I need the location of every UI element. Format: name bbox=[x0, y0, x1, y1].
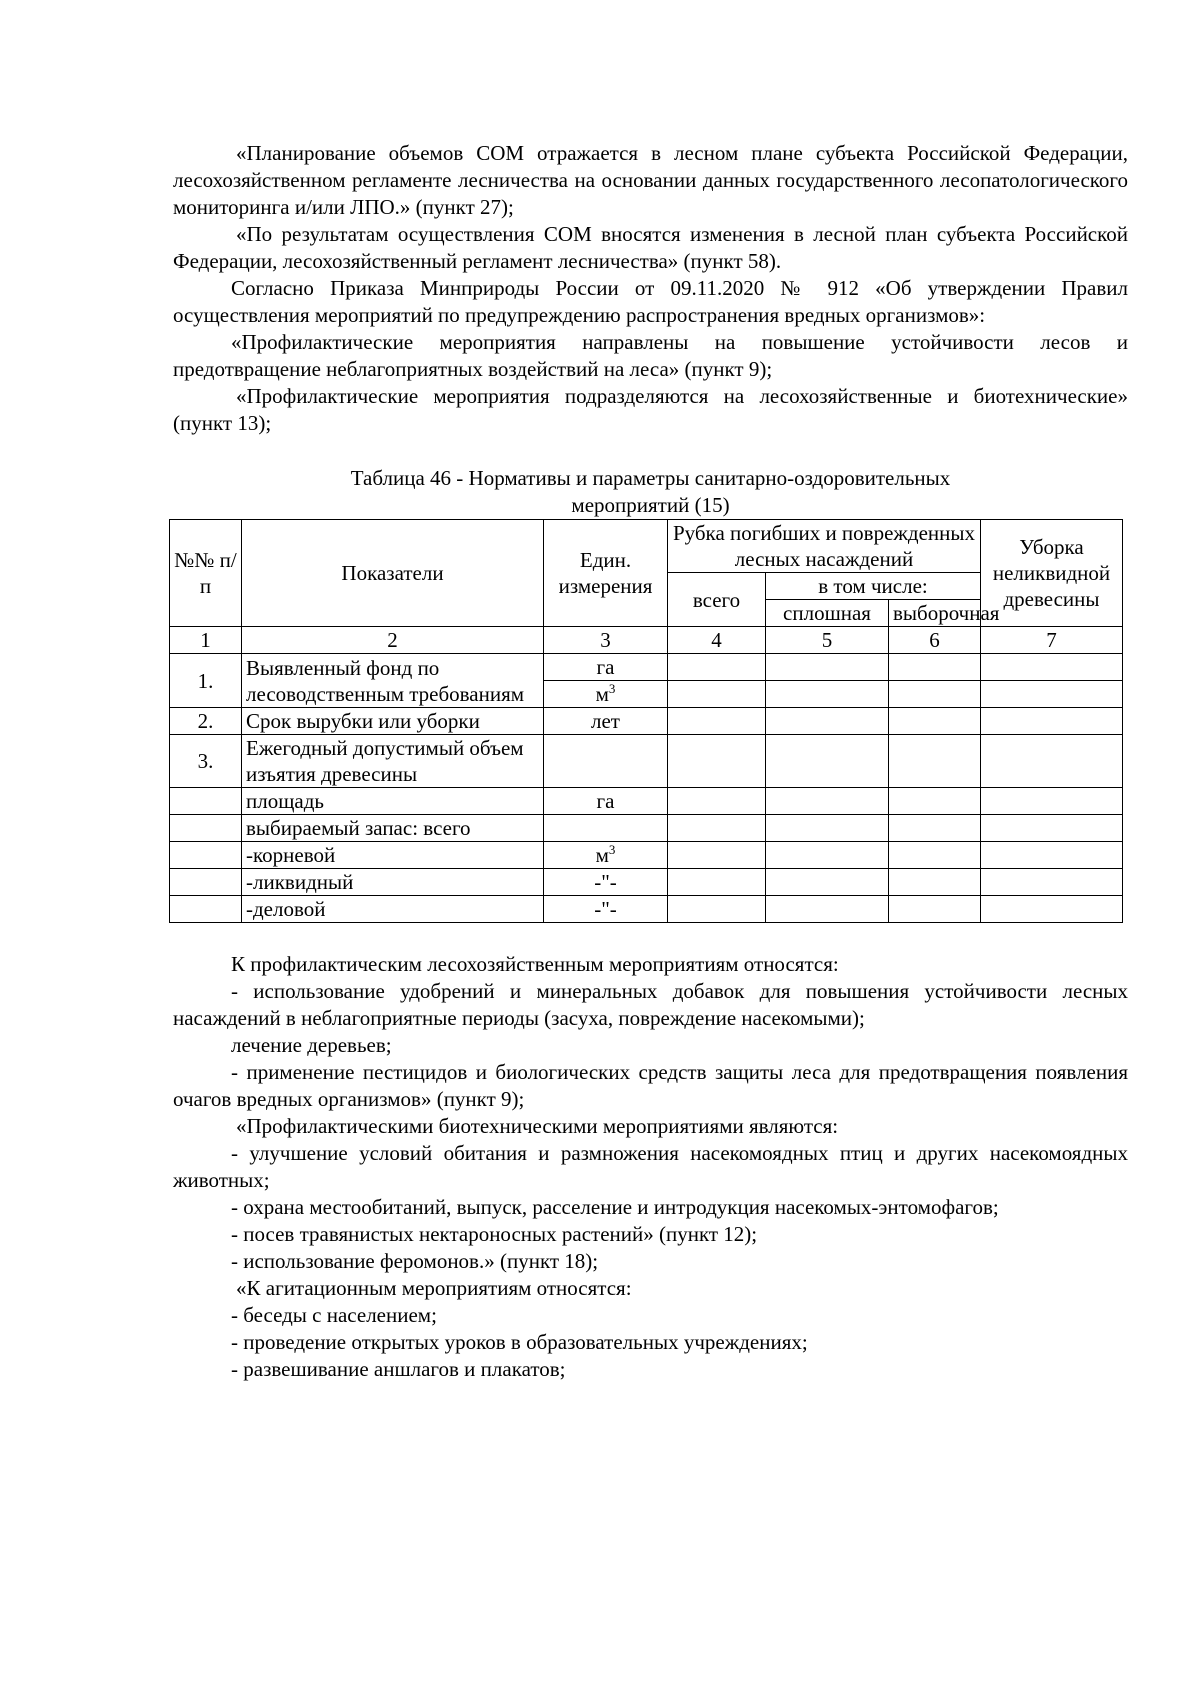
header-total: всего bbox=[668, 573, 766, 627]
cell bbox=[889, 708, 981, 735]
col-number: 7 bbox=[981, 627, 1123, 654]
header-selective: выборочная bbox=[889, 600, 981, 627]
paragraph: - охрана местообитаний, выпуск, расселение и интродукция насекомых-энтомофагов; bbox=[231, 1195, 999, 1219]
paragraph: «Профилактические мероприятия направлены на повышение устойчивости лесов и предотвращение неблагоприятных воздействий на леса» (пункт 9); bbox=[173, 330, 1128, 381]
row-num: 3. bbox=[170, 735, 242, 788]
row-unit: $м^3$ bbox=[544, 681, 668, 708]
row-num bbox=[170, 815, 242, 842]
cell bbox=[766, 788, 889, 815]
row-label: выбираемый запас: всего bbox=[242, 815, 544, 842]
row-unit bbox=[544, 735, 668, 788]
row-label: -ликвидный bbox=[242, 869, 544, 896]
table-row bbox=[170, 815, 1123, 842]
paragraph: - проведение открытых уроков в образовательных учреждениях; bbox=[231, 1330, 808, 1354]
cell bbox=[981, 788, 1123, 815]
cell bbox=[766, 708, 889, 735]
table-row bbox=[170, 842, 1123, 869]
table-row bbox=[170, 708, 1123, 735]
col-number: 2 bbox=[242, 627, 544, 654]
row-unit: га bbox=[544, 654, 668, 681]
cell bbox=[889, 896, 981, 923]
paragraph: - применение пестицидов и биологических средств защиты леса для предотвращения появления очагов вредных организмов» (пункт 9); bbox=[173, 1060, 1128, 1111]
cell bbox=[766, 681, 889, 708]
cell bbox=[766, 815, 889, 842]
paragraph: лечение деревьев; bbox=[231, 1033, 392, 1057]
row-unit: $м^3$ bbox=[544, 842, 668, 869]
paragraph: - развешивание аншлагов и плакатов; bbox=[231, 1357, 566, 1381]
paragraph: К профилактическим лесохозяйственным мероприятиям относятся: bbox=[231, 952, 839, 976]
cell bbox=[889, 842, 981, 869]
cell bbox=[981, 896, 1123, 923]
paragraph: «Профилактическими биотехническими мероприятиями являются: bbox=[236, 1114, 839, 1138]
header-indicators: Показатели bbox=[242, 520, 544, 627]
header-cleanup: Уборка неликвидной древесины bbox=[981, 520, 1123, 627]
paragraph: - использование феромонов.» (пункт 18); bbox=[231, 1249, 599, 1273]
paragraph: - посев травянистых нектароносных растений» (пункт 12); bbox=[231, 1222, 758, 1246]
cell bbox=[981, 654, 1123, 681]
cell bbox=[981, 735, 1123, 788]
table-caption bbox=[173, 465, 1128, 519]
cell bbox=[889, 735, 981, 788]
paragraph: «По результатам осуществления СОМ вносятся изменения в лесной план субъекта Российской Федерации, лесохозяйственный регламент лесничества» (пункт 58). bbox=[173, 222, 1128, 273]
cell bbox=[766, 735, 889, 788]
cell bbox=[889, 869, 981, 896]
table-caption-line: Таблица 46 - Нормативы и параметры санитарно-оздоровительных bbox=[350, 466, 951, 490]
row-label: -деловой bbox=[242, 896, 544, 923]
col-number: 5 bbox=[766, 627, 889, 654]
paragraph: «Профилактические мероприятия подразделяются на лесохозяйственные и биотехнические» (пункт 13); bbox=[173, 384, 1128, 435]
column-number-row bbox=[170, 627, 1123, 654]
header-felling: Рубка погибших и поврежденных лесных насаждений bbox=[668, 520, 981, 573]
header-including: в том числе: bbox=[766, 573, 981, 600]
table-row bbox=[170, 869, 1123, 896]
col-number: 6 bbox=[889, 627, 981, 654]
row-num bbox=[170, 869, 242, 896]
row-num bbox=[170, 896, 242, 923]
col-number: 4 bbox=[668, 627, 766, 654]
cell bbox=[668, 815, 766, 842]
row-unit: -"- bbox=[544, 896, 668, 923]
cell bbox=[766, 896, 889, 923]
paragraph: - использование удобрений и минеральных добавок для повышения устойчивости лесных насаждений в неблагоприятные периоды (засуха, повреждение насекомыми); bbox=[173, 979, 1128, 1030]
header-clear: сплошная bbox=[766, 600, 889, 627]
cell bbox=[981, 869, 1123, 896]
row-num: 2. bbox=[170, 708, 242, 735]
table-row bbox=[170, 896, 1123, 923]
table-row bbox=[170, 788, 1123, 815]
cell bbox=[766, 869, 889, 896]
cell bbox=[889, 815, 981, 842]
cell bbox=[766, 842, 889, 869]
cell bbox=[889, 788, 981, 815]
sanitary-measures-table bbox=[169, 519, 1123, 923]
cell bbox=[981, 842, 1123, 869]
document-page bbox=[173, 140, 1128, 1383]
row-label: площадь bbox=[242, 788, 544, 815]
paragraph: «К агитационным мероприятиям относятся: bbox=[236, 1276, 632, 1300]
row-unit: лет bbox=[544, 708, 668, 735]
cell bbox=[889, 681, 981, 708]
paragraph: - беседы с населением; bbox=[231, 1303, 437, 1327]
col-number: 1 bbox=[170, 627, 242, 654]
cell bbox=[668, 842, 766, 869]
row-num bbox=[170, 842, 242, 869]
table-row bbox=[170, 735, 1123, 788]
table-row bbox=[170, 654, 1123, 681]
header-unit: Един. измерения bbox=[544, 520, 668, 627]
row-unit bbox=[544, 815, 668, 842]
row-num bbox=[170, 788, 242, 815]
cell bbox=[766, 654, 889, 681]
paragraph: Согласно Приказа Минприроды России от 09.11.2020 № 912 «Об утверждении Правил осуществления мероприятий по предупреждению распространения вредных организмов»: bbox=[173, 276, 1128, 327]
row-num: 1. bbox=[170, 654, 242, 708]
cell bbox=[668, 788, 766, 815]
text-after-table bbox=[173, 951, 1128, 1383]
row-label: Выявленный фонд по лесоводственным требованиям bbox=[242, 654, 544, 708]
row-label: Срок вырубки или уборки bbox=[242, 708, 544, 735]
cell bbox=[668, 654, 766, 681]
cell bbox=[668, 869, 766, 896]
table-caption-line: мероприятий (15) bbox=[571, 493, 730, 517]
cell bbox=[668, 896, 766, 923]
cell bbox=[668, 681, 766, 708]
col-number: 3 bbox=[544, 627, 668, 654]
cell bbox=[981, 708, 1123, 735]
cell bbox=[889, 654, 981, 681]
header-num: №№ п/п bbox=[170, 520, 242, 627]
row-unit: га bbox=[544, 788, 668, 815]
row-unit: -"- bbox=[544, 869, 668, 896]
row-label: -корневой bbox=[242, 842, 544, 869]
cell bbox=[668, 708, 766, 735]
cell bbox=[981, 681, 1123, 708]
paragraph: - улучшение условий обитания и размножения насекомоядных птиц и других насекомоядных животных; bbox=[173, 1141, 1128, 1192]
row-label: Ежегодный допустимый объем изъятия древесины bbox=[242, 735, 544, 788]
cell bbox=[668, 735, 766, 788]
cell bbox=[981, 815, 1123, 842]
paragraph: «Планирование объемов СОМ отражается в лесном плане субъекта Российской Федерации, лесохозяйственном регламенте лесничества на основании данных государственного лесопатологического мониторинга и/или ЛПО.» (пункт 27); bbox=[173, 141, 1128, 219]
